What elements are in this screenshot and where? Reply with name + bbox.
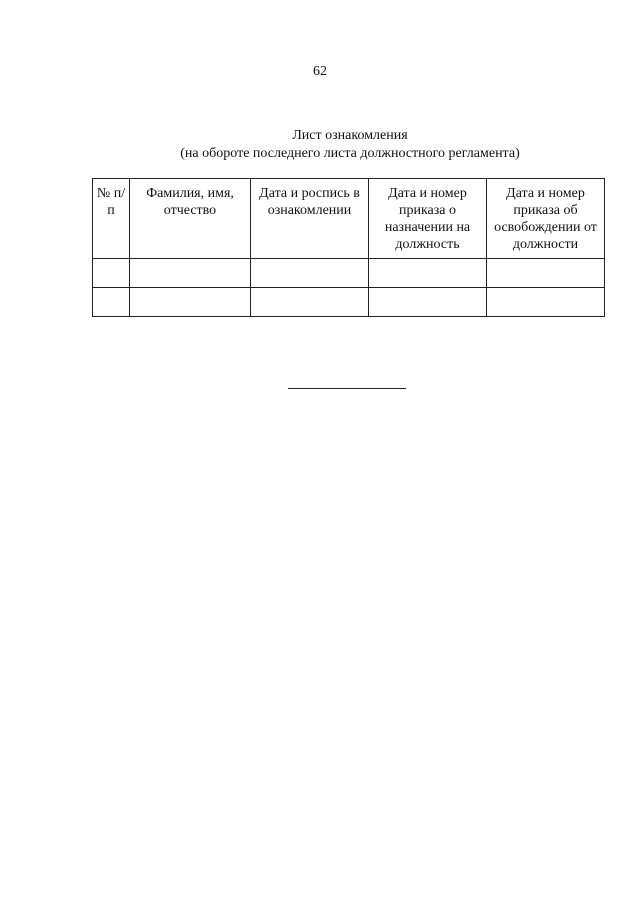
table-cell <box>130 259 251 288</box>
table-cell <box>130 288 251 317</box>
table-row <box>93 288 605 317</box>
table-cell <box>369 288 487 317</box>
page-number: 62 <box>313 64 327 79</box>
header-full-name: Фамилия, имя, отчество <box>130 179 251 259</box>
acknowledgement-table <box>92 178 605 317</box>
document-subtitle: (на обороте последнего листа должностного регламента) <box>180 146 520 161</box>
end-separator-line <box>288 388 406 389</box>
document-title: Лист ознакомления <box>292 128 408 143</box>
header-number: № п/п <box>93 179 130 259</box>
header-date-signature: Дата и роспись в ознакомлении <box>251 179 369 259</box>
header-appointment-order: Дата и номер приказа о назначении на должность <box>369 179 487 259</box>
table-cell <box>487 259 605 288</box>
table-header-row <box>93 179 605 259</box>
table-cell <box>251 259 369 288</box>
header-release-order: Дата и номер приказа об освобождении от должности <box>487 179 605 259</box>
table-cell <box>487 288 605 317</box>
table-cell <box>369 259 487 288</box>
table-row <box>93 259 605 288</box>
table-cell <box>251 288 369 317</box>
table-cell <box>93 259 130 288</box>
title-block <box>0 127 640 163</box>
table-cell <box>93 288 130 317</box>
